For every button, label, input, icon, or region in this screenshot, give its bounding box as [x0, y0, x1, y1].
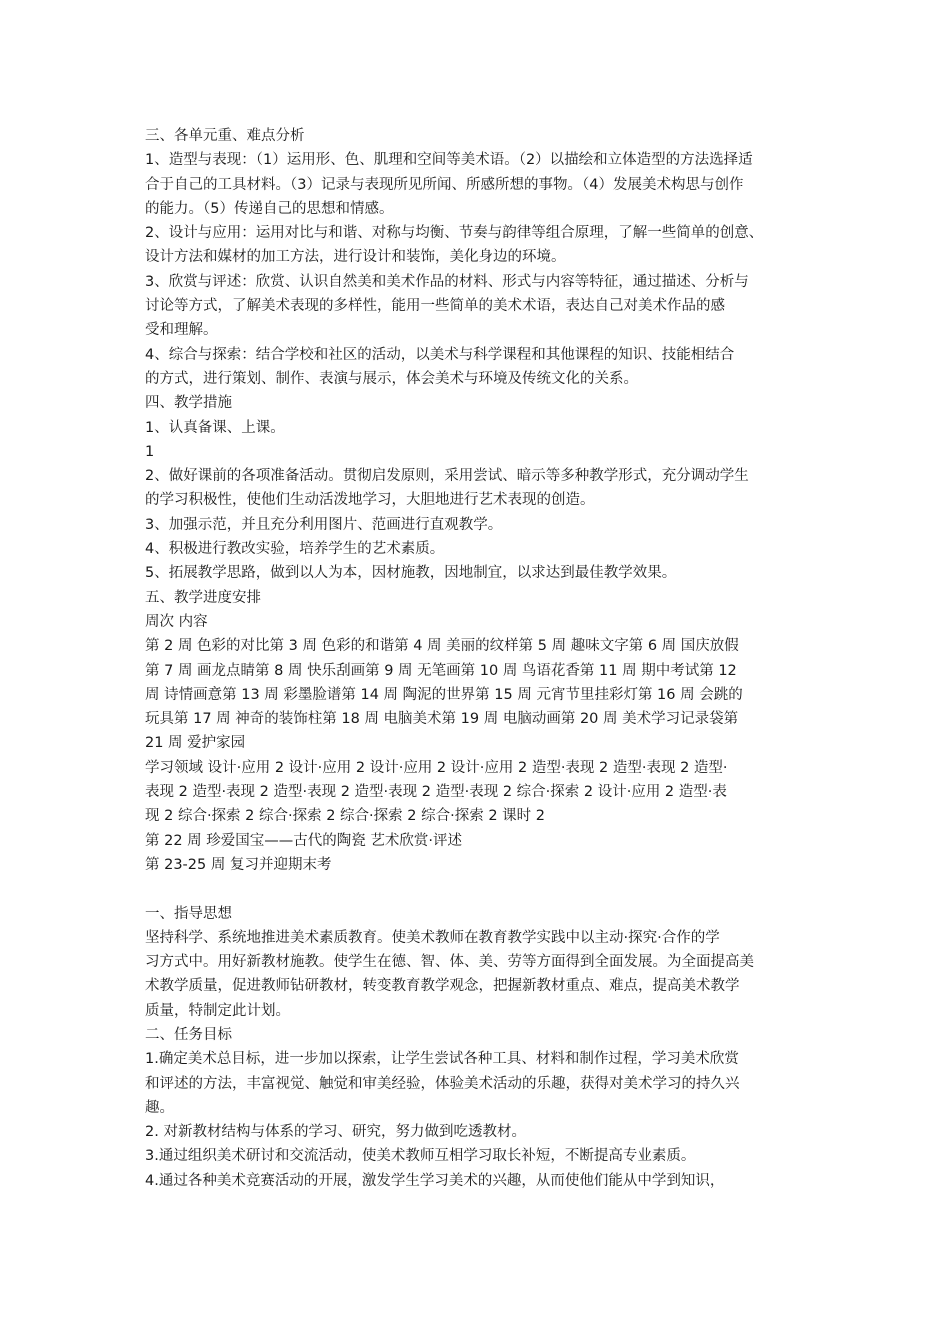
text-line: 三、各单元重、难点分析 [145, 128, 305, 144]
text-line: 21 周 爱护家园 [145, 735, 246, 752]
text-line: 2、做好课前的各项准备活动。贯彻启发原则，采用尝试、暗示等多种教学形式，充分调动学生 [145, 468, 749, 485]
text-line: 学习领域 设计·应用 2 设计·应用 2 设计·应用 2 设计·应用 2 造型·表现 2 造型·表现 2 造型· [145, 759, 728, 776]
text-line: 5、拓展教学思路，做到以人为本，因材施教，因地制宜，以求达到最佳教学效果。 [145, 565, 677, 582]
text-line: 二、任务目标 [145, 1026, 232, 1043]
text-line: 4、综合与探索：结合学校和社区的活动，以美术与科学课程和其他课程的知识、技能相结合 [145, 346, 735, 363]
document-body [145, 124, 817, 1193]
text-line: 周 诗情画意第 13 周 彩墨脸谱第 14 周 陶泥的世界第 15 周 元宵节里挂彩灯第 16 周 会跳的 [145, 686, 743, 703]
text-line: 玩具第 17 周 神奇的装饰柱第 18 周 电脑美术第 19 周 电脑动画第 20 周 美术学习记录袋第 [145, 711, 739, 728]
text-line: 的方式，进行策划、制作、表演与展示，体会美术与环境及传统文化的关系。 [145, 370, 638, 387]
text-line: 设计方法和媒材的加工方法，进行设计和装饰，美化身边的环境。 [145, 249, 566, 266]
text-line: 五、教学进度安排 [145, 589, 261, 606]
text-line: 一、指导思想 [145, 905, 232, 922]
text-line: 讨论等方式，了解美术表现的多样性，能用一些简单的美术术语，表达自己对美术作品的感 [145, 298, 725, 315]
text-line: 术教学质量，促进教师钻研教材，转变教育教学观念，把握新教材重点、难点，提高美术教学 [145, 978, 740, 995]
text-line: 3.通过组织美术研讨和交流活动，使美术教师互相学习取长补短，不断提高专业素质。 [145, 1148, 696, 1165]
text-line: 现 2 综合·探索 2 综合·探索 2 综合·探索 2 综合·探索 2 课时 2 [145, 808, 545, 825]
text-line: 坚持科学、系统地推进美术素质教育。使美术教师在教育教学实践中以主动·探究·合作的学 [145, 929, 720, 946]
text-line: 的学习积极性，使他们生动活泼地学习，大胆地进行艺术表现的创造。 [145, 492, 595, 509]
text-line: 合于自己的工具材料。（3）记录与表现所见所闻、所感所想的事物。（4）发展美术构思与创作 [145, 176, 744, 193]
text-line: 周次 内容 [145, 613, 208, 630]
text-line: 和评述的方法，丰富视觉、触觉和审美经验，体验美术活动的乐趣，获得对美术学习的持久兴 [145, 1075, 740, 1092]
text-line: 第 23-25 周 复习并迎期末考 [145, 856, 332, 873]
text-line: 表现 2 造型·表现 2 造型·表现 2 造型·表现 2 造型·表现 2 综合·探索 2 设计·应用 2 造型·表 [145, 784, 727, 801]
text-line: 第 7 周 画龙点睛第 8 周 快乐刮画第 9 周 无笔画第 10 周 鸟语花香第 11 周 期中考试第 12 [145, 662, 737, 679]
text-line: 1 [145, 443, 155, 460]
text-line: 1.确定美术总目标，进一步加以探索，让学生尝试各种工具、材料和制作过程，学习美术欣赏 [145, 1051, 739, 1068]
text-line: 2. 对新教材结构与体系的学习、研究，努力做到吃透教材。 [145, 1124, 526, 1141]
text-line: 1、认真备课、上课。 [145, 419, 285, 436]
text-line: 趣。 [145, 1099, 174, 1116]
text-line: 的能力。（5）传递自己的思想和情感。 [145, 200, 394, 217]
text-line: 质量，特制定此计划。 [145, 1002, 290, 1019]
text-line: 第 22 周 珍爱国宝——古代的陶瓷 艺术欣赏·评述 [145, 832, 462, 849]
text-line: 4、积极进行教改实验，培养学生的艺术素质。 [145, 541, 445, 558]
text-line: 习方式中。用好新教材施教。使学生在德、智、体、美、劳等方面得到全面发展。为全面提高美 [145, 954, 754, 971]
text-line: 四、教学措施 [145, 395, 232, 412]
text-line: 1、造型与表现：（1）运用形、色、肌理和空间等美术语。（2）以描绘和立体造型的方法选择适 [145, 152, 753, 169]
blank-line [145, 877, 817, 901]
text-line: 第 2 周 色彩的对比第 3 周 色彩的和谐第 4 周 美丽的纹样第 5 周 趣味文字第 6 周 国庆放假 [145, 638, 739, 655]
text-line: 4.通过各种美术竞赛活动的开展，激发学生学习美术的兴趣，从而使他们能从中学到知识， [145, 1172, 725, 1189]
text-line: 3、加强示范，并且充分利用图片、范画进行直观教学。 [145, 516, 503, 533]
text-line: 3、欣赏与评述：欣赏、认识自然美和美术作品的材料、形式与内容等特征，通过描述、分析与 [145, 273, 749, 290]
text-line: 2、设计与应用：运用对比与和谐、对称与均衡、节奏与韵律等组合原理，了解一些简单的创意、 [145, 225, 764, 242]
text-line: 受和理解。 [145, 322, 218, 339]
